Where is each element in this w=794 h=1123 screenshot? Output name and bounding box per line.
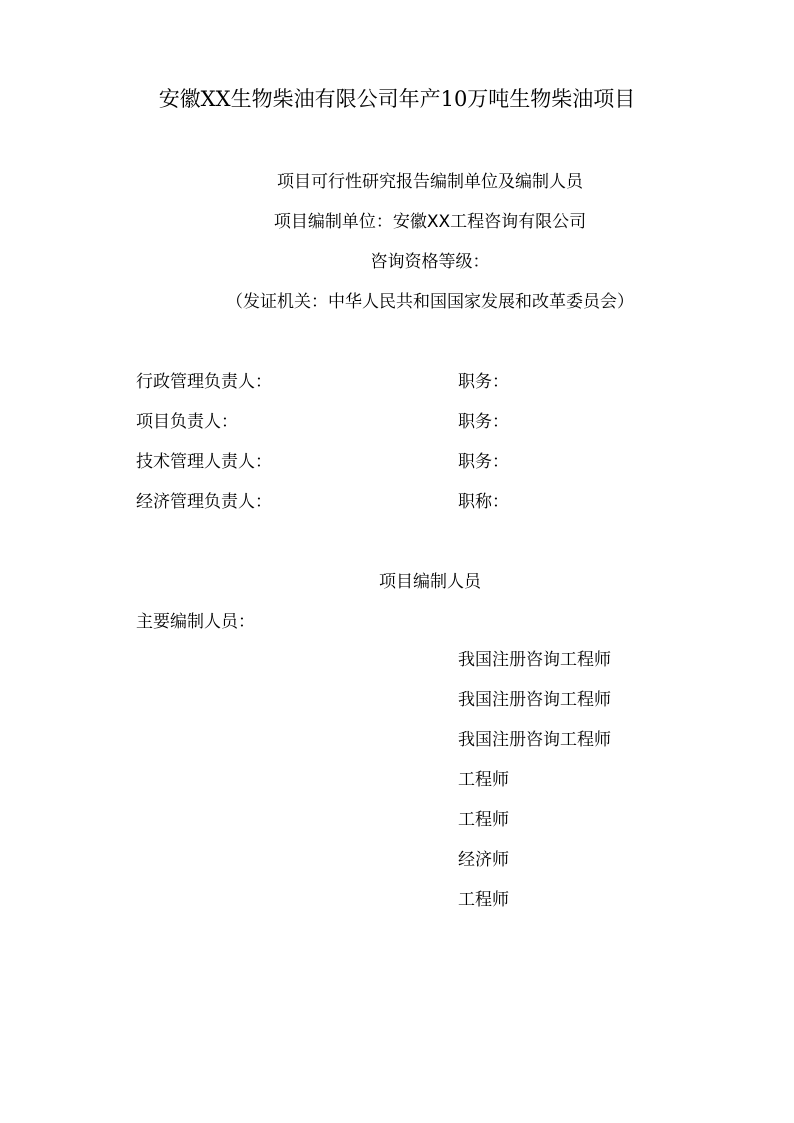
certificate-issuer: （发证机关：中华人民共和国国家发展和改革委员会） — [226, 292, 634, 312]
staff-title: 我国注册咨询工程师 — [458, 730, 611, 750]
staff-title-list — [458, 648, 611, 928]
project-manager-position: 职务： — [458, 412, 509, 432]
econ-manager-title: 职称： — [458, 492, 509, 512]
staff-title: 我国注册咨询工程师 — [458, 650, 611, 670]
staff-title: 工程师 — [458, 770, 509, 790]
staff-heading: 项目编制人员 — [379, 572, 481, 592]
econ-manager-label: 经济管理负责人： — [136, 492, 272, 512]
tech-manager-label: 技术管理人责人： — [136, 452, 272, 472]
compiling-unit: 项目编制单位：安徽XX工程咨询有限公司 — [273, 212, 587, 232]
staff-title: 经济师 — [458, 850, 509, 870]
staff-title: 工程师 — [458, 810, 509, 830]
project-manager-label: 项目负责人： — [136, 412, 238, 432]
document-title: 安徽XX生物柴油有限公司年产10万吨生物柴油项目 — [158, 87, 636, 111]
staff-title: 工程师 — [458, 890, 509, 910]
admin-manager-position: 职务： — [458, 372, 509, 392]
tech-manager-position: 职务： — [458, 452, 509, 472]
admin-manager-label: 行政管理负责人： — [136, 372, 272, 392]
main-staff-label: 主要编制人员： — [136, 612, 255, 632]
section-heading: 项目可行性研究报告编制单位及编制人员 — [277, 172, 583, 192]
qualification-grade: 咨询资格等级： — [370, 252, 490, 272]
staff-title: 我国注册咨询工程师 — [458, 690, 611, 710]
